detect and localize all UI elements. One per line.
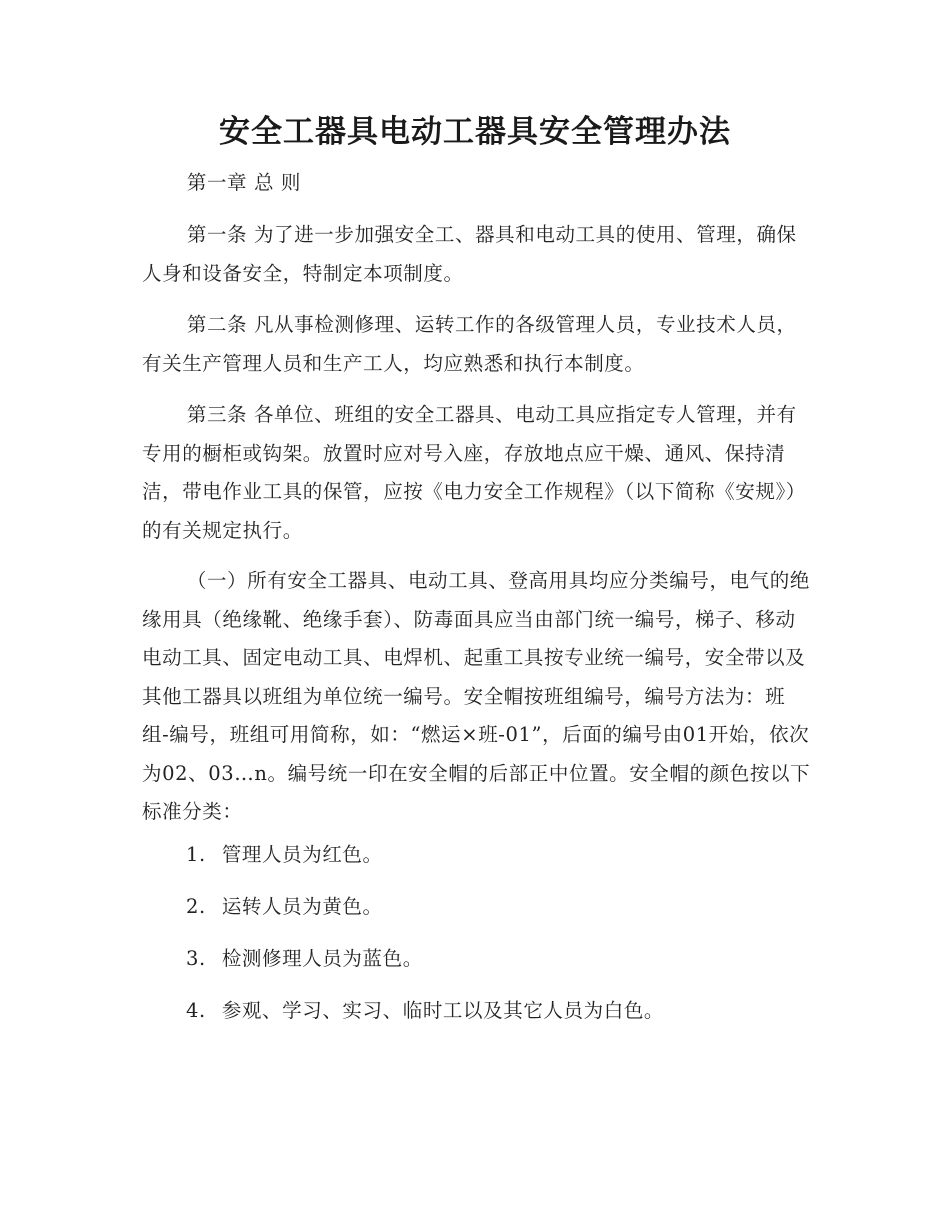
document-title: 安全工器具电动工器具安全管理办法 xyxy=(219,114,731,150)
list-item-text: 管理人员为红色。 xyxy=(221,843,383,866)
list-item xyxy=(186,992,664,1030)
list-item-text: 参观、学习、实习、临时工以及其它人员为白色。 xyxy=(221,999,665,1022)
list-item-number: 2. xyxy=(186,895,206,918)
list-item-number: 3. xyxy=(186,947,206,970)
article-1-paragraph: 第一条 为了进一步加强安全工、器具和电动工具的使用、管理，确保人身和设备安全，特制定本项制度。 xyxy=(142,223,797,285)
list-item-text: 检测修理人员为蓝色。 xyxy=(221,947,423,970)
list-item-number: 1. xyxy=(186,843,206,866)
section-1-paragraph: （一）所有安全工器具、电动工具、登高用具均应分类编号，电气的绝缘用具（绝缘靴、绝缘手套）、防毒面具应当由部门统一编号，梯子、移动电动工具、固定电动工具、电焊机、起重工具按专业统一编号，安全带以及其他工器具以班组为单位统一编号。安全帽按班组编号，编号方法为：班组-编号，班组可用简称，如：“燃运×班-01”，后面的编号由01开始，依次为02、03…n。编号统一印在安全帽的后部正中位置。安全帽的颜色按以下标准分类： xyxy=(142,569,811,823)
list-item xyxy=(186,888,383,926)
list-item xyxy=(186,940,423,978)
list-item xyxy=(186,836,383,874)
list-item-number: 4. xyxy=(186,999,206,1022)
article-2-paragraph: 第二条 凡从事检测修理、运转工作的各级管理人员，专业技术人员，有关生产管理人员和生产工人，均应熟悉和执行本制度。 xyxy=(142,313,797,375)
chapter-heading: 第一章 总 则 xyxy=(186,171,301,194)
article-3-paragraph: 第三条 各单位、班组的安全工器具、电动工具应指定专人管理，并有专用的橱柜或钩架。放置时应对号入座，存放地点应干燥、通风、保持清洁，带电作业工具的保管，应按《电力安全工作规程》（以下简称《安规》）的有关规定执行。 xyxy=(142,403,806,542)
list-item-text: 运转人员为黄色。 xyxy=(221,895,383,918)
